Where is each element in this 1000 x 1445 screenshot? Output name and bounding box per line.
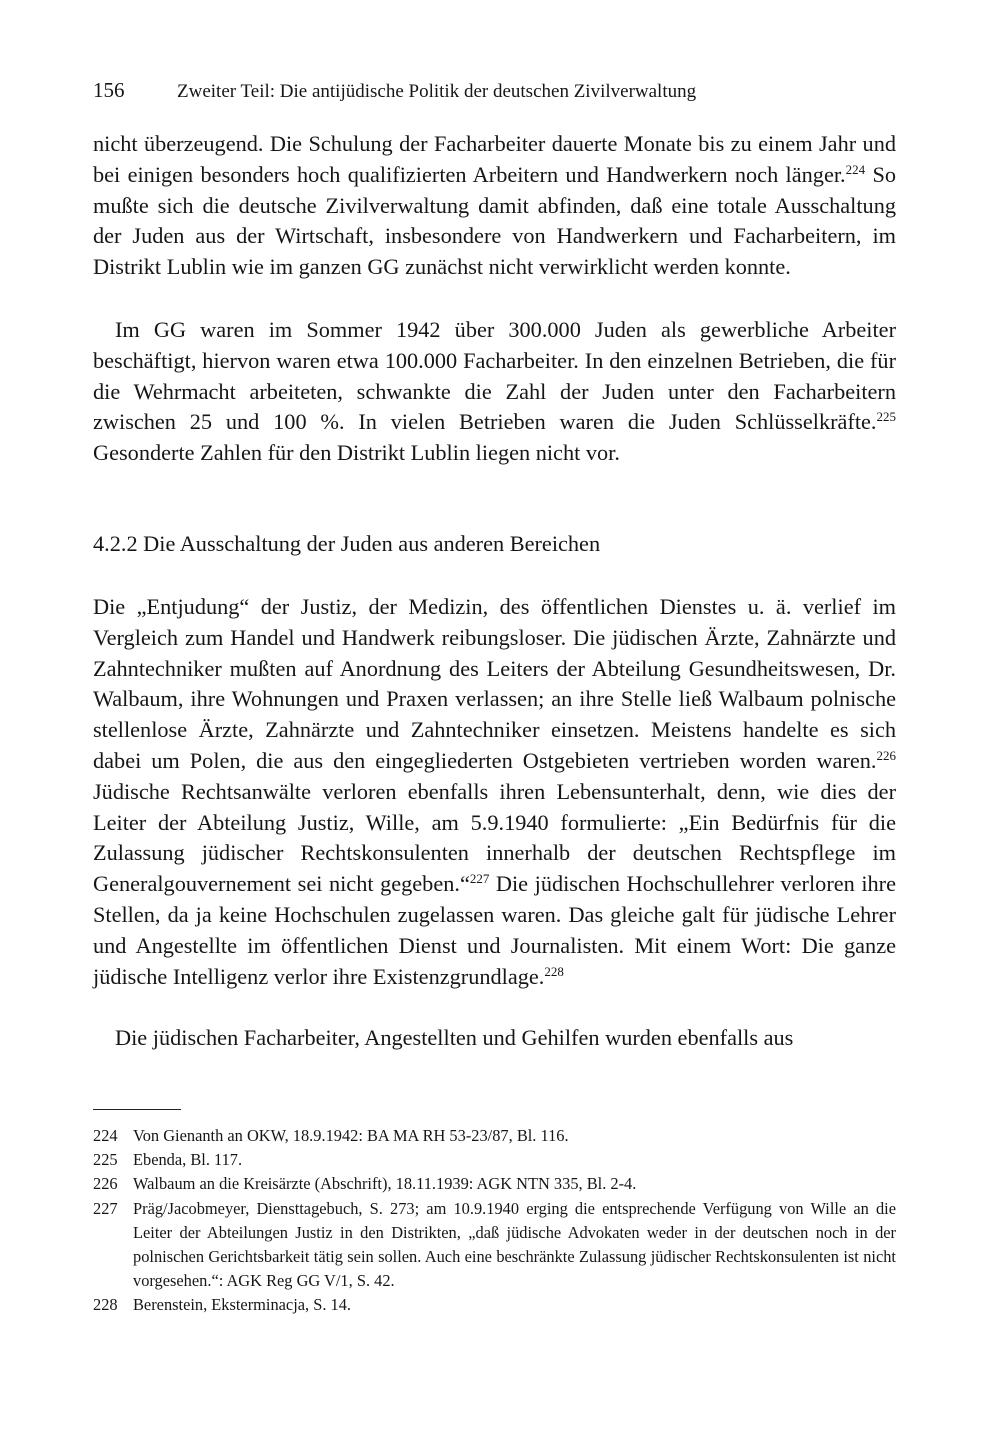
paragraph-1-text: nicht überzeugend. Die Schulung der Facharbeiter dauerte Monate bis zu einem Jahr und bei einigen besonders hoch qualifizierten Arbeitern und Handwerkern noch länger. (93, 131, 896, 187)
paragraph-3-text-b: Jüdische Rechtsanwälte verloren ebenfalls ihren Lebensunterhalt, denn, wie dies der Leiter der Abteilung Justiz, Wille, am 5.9.1940 formulierte: „Ein Bedürfnis für die Zulassung jüdischer Rechtskonsulenten innerhalb der deutschen Rechtspflege im Generalgouvernement sei nicht gegeben.“ (93, 778, 896, 897)
footnote-divider (93, 1109, 181, 1110)
running-header (93, 78, 893, 104)
paragraph-2-text: Im GG waren im Sommer 1942 über 300.000 Juden als gewerbliche Arbeiter beschäftigt, hiervon waren etwa 100.000 Facharbeiter. In den einzelnen Betrieben, die für die Wehrmacht arbeiteten, schwankte die Zahl der Juden unter den Facharbeitern zwischen 25 und 100 %. In vielen Betrieben waren die Juden Schlüsselkräfte. (93, 317, 896, 435)
footnote (93, 1197, 896, 1294)
footnote-ref-224[interactable]: 224 (845, 161, 866, 177)
footnote-number: 227 (93, 1198, 118, 1218)
paragraph-3-text-c: Die jüdischen Hochschullehrer verloren ihre Stellen, da ja keine Hochschulen zugelassen waren. Das gleiche galt für jüdische Lehrer und Angestellte im öffentlichen Dienst und Journalisten. Mit einem Wort: Die ganze jüdische Intelligenz verlor ihre Existenzgrundlage. (93, 871, 896, 989)
paragraph-2 (93, 315, 896, 469)
footnote (93, 1293, 896, 1317)
footnote (93, 1172, 896, 1196)
footnote-text: Präg/Jacobmeyer, Diensttagebuch, S. 273; am 10.9.1940 erging die entsprechende Verfügung von Wille an die Leiter der Abteilungen Justiz in den Distrikten, „daß jüdische Advokaten weder in der deutschen noch in der polnischen Gerichtsbarkeit tätig sein sollen. Auch eine beschränkte Zulassung jüdischer Rechtskonsulenten ist nicht vorgesehen.“: AGK Reg GG V/1, S. 42. (133, 1198, 896, 1291)
section-heading: 4.2.2 Die Ausschaltung der Juden aus anderen Bereichen (93, 531, 601, 556)
footnote-number: 224 (93, 1126, 118, 1145)
footnotes (93, 1124, 896, 1318)
footnote-text: Berenstein, Eksterminacja, S. 14. (133, 1295, 352, 1315)
paragraph-1-text-cont: So mußte sich die deutsche Zivilverwaltung damit abfinden, daß eine totale Ausschaltung der Juden aus der Wirtschaft, insbesondere von Handwerkern und Facharbeitern, im Distrikt Lublin wie im ganzen GG zunächst nicht verwirklicht werden konnte. (93, 161, 897, 280)
paragraph-2-text-cont: Gesonderte Zahlen für den Distrikt Lublin liegen nicht vor. (93, 440, 620, 466)
footnote-ref-227[interactable]: 227 (469, 871, 490, 887)
footnote (93, 1124, 896, 1148)
paragraph-3-text-a: Die „Entjudung“ der Justiz, der Medizin, des öffentlichen Dienstes u. ä. verlief im Vergleich zum Handel und Handwerk reibungsloser. Die jüdischen Ärzte, Zahnärzte und Zahntechniker mußten auf Anordnung des Leiters der Abteilung Gesundheitswesen, Dr. Walbaum, ihre Wohnungen und Praxen verlassen; an ihre Stelle ließ Walbaum polnische stellenlose Ärzte, Zahnärzte und Zahntechniker einsetzen. Meistens handelte es sich dabei um Polen, die aus den eingegliederten Ostgebieten vertrieben worden waren. (93, 594, 896, 773)
footnote-ref-228[interactable]: 228 (544, 963, 564, 979)
footnote-ref-226[interactable]: 226 (876, 747, 896, 763)
footnote-text: Ebenda, Bl. 117. (133, 1150, 243, 1170)
paragraph-4 (93, 1023, 896, 1054)
footnote-text: Walbaum an die Kreisärzte (Abschrift), 18.11.1939: AGK NTN 335, Bl. 2-4. (133, 1174, 637, 1194)
paragraph-1 (93, 129, 896, 283)
footnote-number: 226 (93, 1174, 118, 1194)
footnote-ref-225[interactable]: 225 (876, 409, 896, 425)
footnote-number: 228 (93, 1295, 118, 1315)
footnote-text: Von Gienanth an OKW, 18.9.1942: BA MA RH 53-23/87, Bl. 116. (133, 1126, 569, 1145)
footnote (93, 1148, 896, 1172)
page-number: 156 (93, 78, 125, 102)
paragraph-4-text: Die jüdischen Facharbeiter, Angestellten und Gehilfen wurden ebenfalls aus (115, 1025, 794, 1050)
paragraph-3 (93, 592, 896, 992)
running-title: Zweiter Teil: Die antijüdische Politik der deutschen Zivilverwaltung (177, 81, 697, 102)
footnote-number: 225 (93, 1150, 118, 1170)
